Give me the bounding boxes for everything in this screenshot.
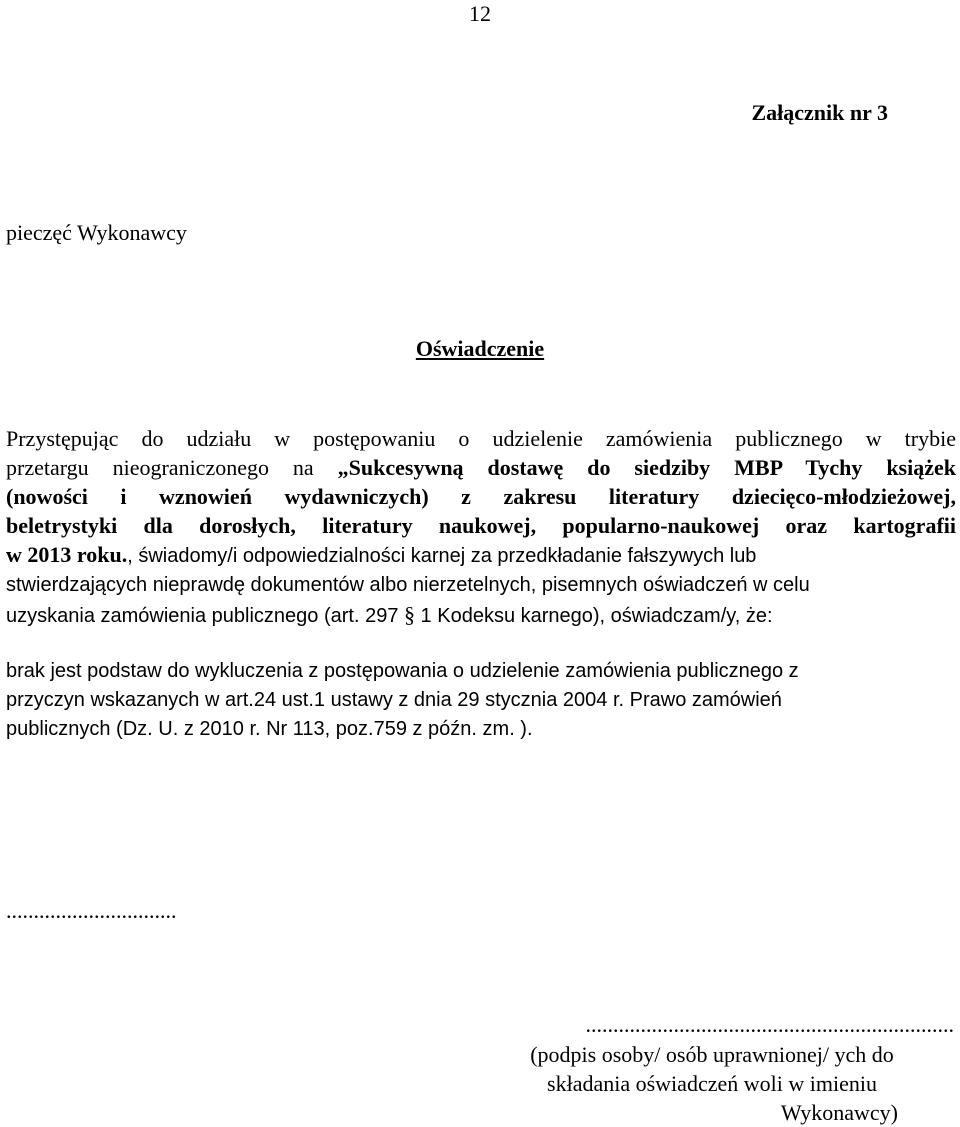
- signature-caption: [516, 1040, 908, 1127]
- contract-name-text: beletrystyki dla dorosłych, literatury naukowej, popularno-naukowej oraz kartografii: [6, 513, 956, 538]
- paragraph-line: Przystępując do udziału w postępowaniu o udzielenie zamówienia publicznego w trybie: [6, 426, 956, 451]
- section-sign: §: [404, 602, 415, 627]
- paragraph-line: [6, 540, 956, 571]
- paragraph-text: , świadomy/i odpowiedzialności karnej za przedkładanie fałszywych lub: [127, 545, 757, 567]
- signature-dotted-line: ...................................................................: [585, 1012, 954, 1037]
- exclusion-statement-paragraph: [6, 657, 956, 744]
- contractor-stamp-label: pieczęć Wykonawcy: [6, 220, 187, 245]
- contract-name-text: (nowości i wznowień wydawniczych) z zakresu literatury dziecięco-młodzieżowej,: [6, 484, 956, 509]
- declaration-paragraph: [6, 424, 956, 631]
- paragraph-line: publicznych (Dz. U. z 2010 r. Nr 113, poz.759 z późn. zm. ).: [6, 718, 533, 740]
- contract-name-text: „Sukcesywną dostawę do siedziby MBP Tychy książek: [337, 455, 956, 480]
- place-date-dotted-line: ...............................: [6, 898, 177, 923]
- attachment-label: Załącznik nr 3: [751, 100, 888, 125]
- paragraph-text: uzyskania zamówienia publicznego (art. 297: [6, 605, 404, 627]
- page-number: 12: [469, 1, 491, 26]
- paragraph-text: 1 Kodeksu karnego), oświadczam/y, że:: [415, 605, 773, 627]
- signature-caption-line: składania oświadczeń woli w imieniu: [547, 1071, 877, 1096]
- document-title: Oświadczenie: [415, 336, 545, 361]
- paragraph-line: przyczyn wskazanych w art.24 ust.1 ustawy z dnia 29 stycznia 2004 r. Prawo zamówień: [6, 689, 782, 711]
- signature-caption-line: (podpis osoby/ osób uprawnionej/ ych do: [530, 1042, 894, 1067]
- paragraph-line: [6, 600, 956, 631]
- signature-caption-line: Wykonawcy): [780, 1100, 898, 1125]
- paragraph-line: stwierdzających nieprawdę dokumentów albo nierzetelnych, pisemnych oświadczeń w celu: [6, 574, 810, 596]
- paragraph-line: brak jest podstaw do wykluczenia z postępowania o udzielenie zamówienia publicznego z: [6, 660, 799, 682]
- contract-name-text: w 2013 roku.: [6, 542, 128, 567]
- paragraph-line: [6, 453, 956, 482]
- paragraph-text: przetargu nieograniczonego na: [6, 455, 338, 480]
